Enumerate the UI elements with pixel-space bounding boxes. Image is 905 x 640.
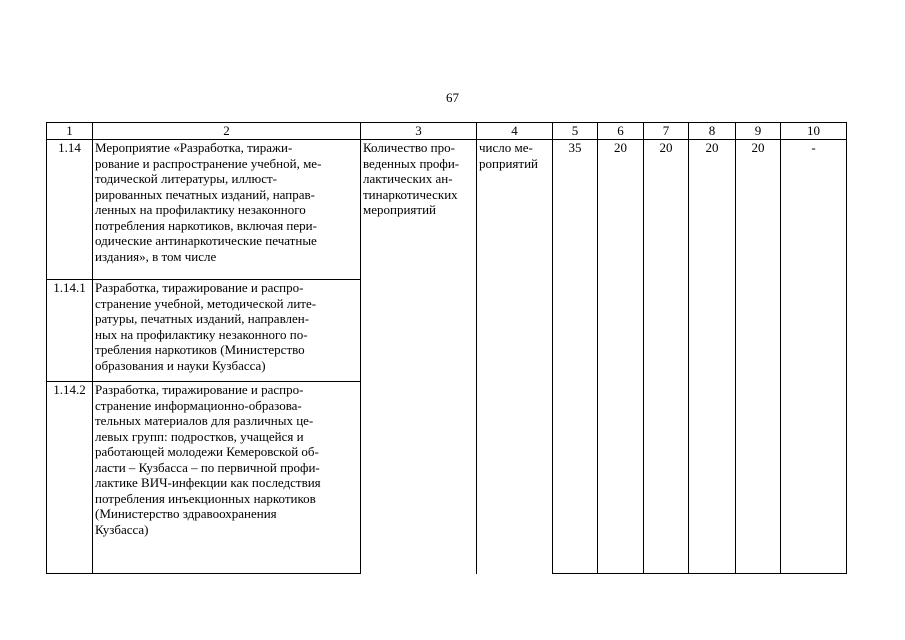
column-header: 3 (361, 123, 477, 140)
value-cell: 20 (598, 140, 644, 574)
row-number: 1.14 (47, 140, 93, 280)
table-row (47, 140, 847, 280)
row-name: Разработка, тиражирование и распро- странение учебной, методической лите- ратуры, печатных изданий, направлен- ных на профилактику незаконного по- требления наркотиков (Министерство образования и науки Кузбасса) (93, 280, 361, 382)
row-number: 1.14.1 (47, 280, 93, 382)
column-header: 8 (689, 123, 736, 140)
data-table (46, 122, 847, 574)
column-header: 4 (477, 123, 553, 140)
column-header: 6 (598, 123, 644, 140)
column-header: 9 (736, 123, 781, 140)
unit-of-measure: число ме- роприятий (477, 140, 553, 574)
row-name: Разработка, тиражирование и распро- странение информационно-образова- тельных материалов для различных це- левых групп: подростков, учащейся и работающей молодежи Кемеровской об- ласти – Кузбасса – по первичной профи- лактике ВИЧ-инфекции как последствия потребления инъекционных наркотиков (Министерство здравоохранения Кузбасса) (93, 382, 361, 574)
row-name: Мероприятие «Разработка, тиражи- рование и распространение учебной, ме- тодической литературы, иллюст- рированных печатных изданий, направ- ленных на профилактику незаконного потребления наркотиков, включая пери- одические антинаркотические печатные издания», в том числе (93, 140, 361, 280)
value-cell: 20 (689, 140, 736, 574)
column-header: 10 (781, 123, 847, 140)
header-row (47, 123, 847, 140)
column-header: 1 (47, 123, 93, 140)
value-cell: - (781, 140, 847, 574)
value-cell: 20 (736, 140, 781, 574)
page-number: 67 (446, 90, 459, 105)
value-cell: 35 (553, 140, 598, 574)
column-header: 7 (644, 123, 689, 140)
column-header: 5 (553, 123, 598, 140)
row-number: 1.14.2 (47, 382, 93, 574)
value-cell: 20 (644, 140, 689, 574)
indicator-name: Количество про- веденных профи- лактических ан- тинаркотических мероприятий (361, 140, 477, 574)
column-header: 2 (93, 123, 361, 140)
